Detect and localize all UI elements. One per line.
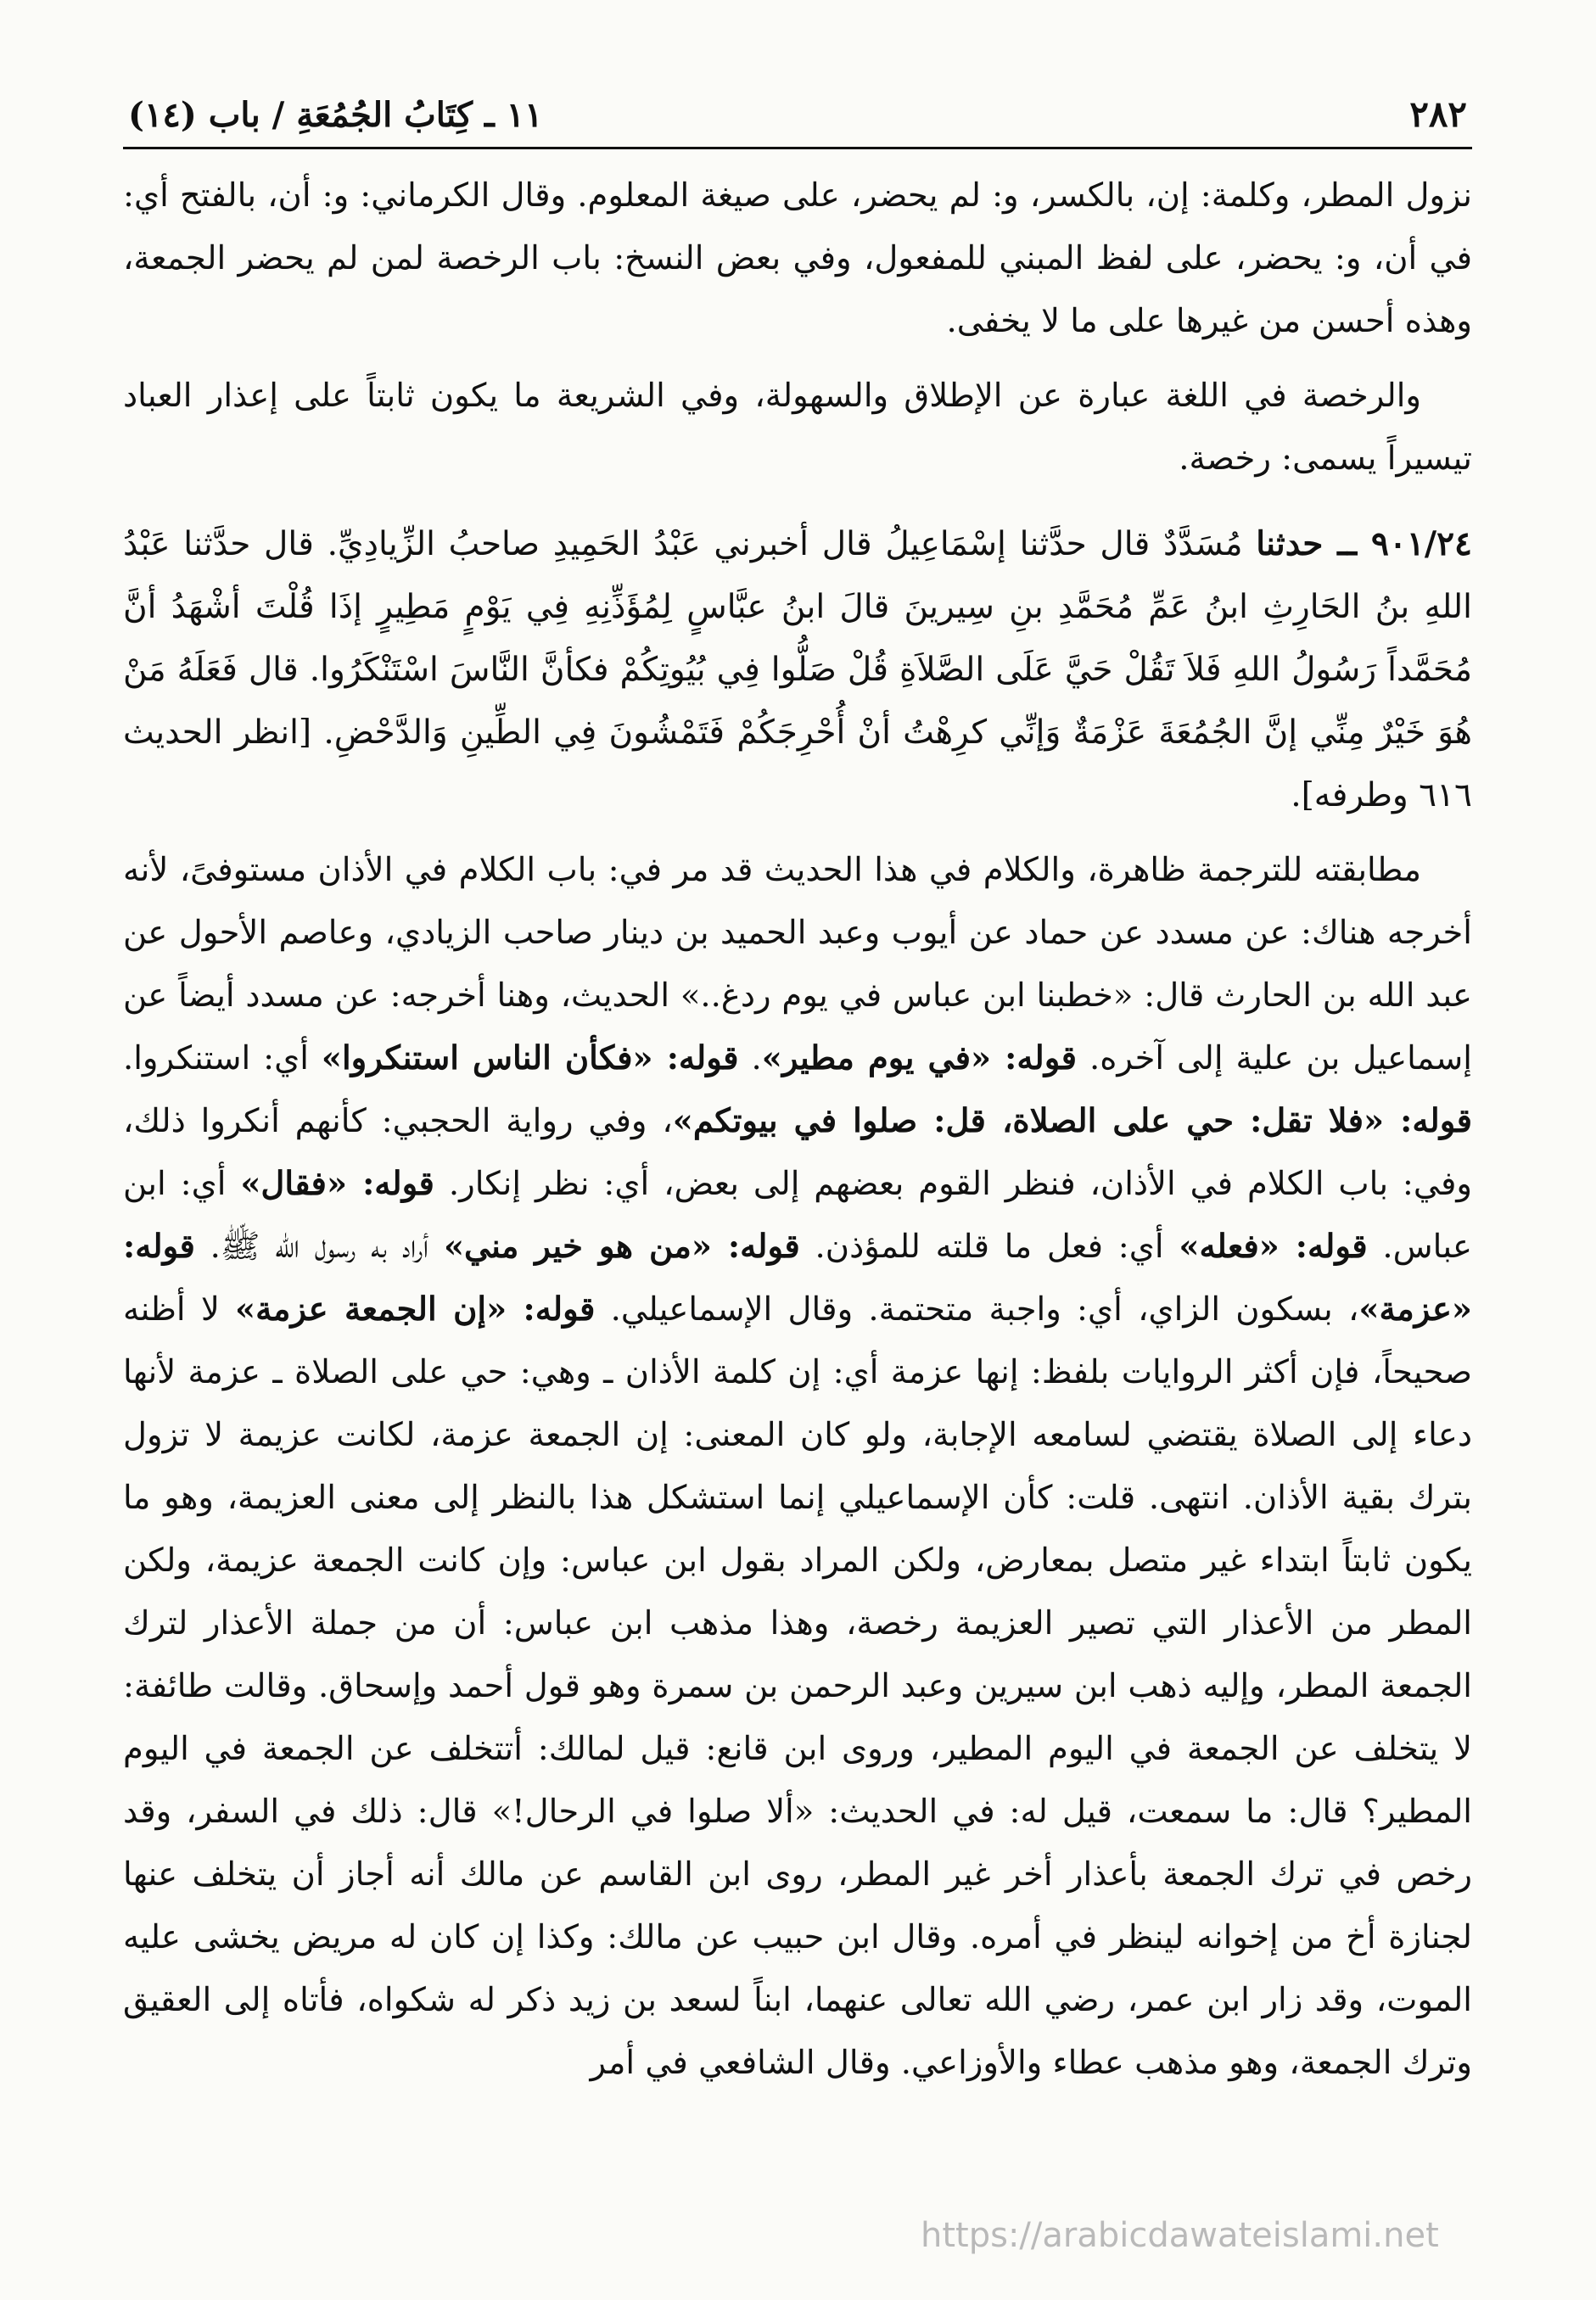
- commentary-text: أي: فعل ما قلته للمؤذن.: [799, 1228, 1179, 1266]
- commentary-text: أي: استنكروا.: [123, 1039, 322, 1077]
- running-title: ١١ ـ كِتَابُ الجُمُعَةِ / باب (١٤): [128, 95, 543, 135]
- commentary-text: مطابقته للترجمة ظاهرة، والكلام في هذا الحديث قد مر في: باب الكلام في الأذان مستوفىً، لأنه أخرجه هناك: عن مسدد عن حماد عن أيوب وعبد الحميد بن دينار صاحب الزيادي، وعاصم الأحول عن عبد الله بن الحارث قال: «خطبنا ابن عباس في يوم ردغ..» الحديث، وهنا أخرجه: عن مسدد أيضاً عن إسماعيل بن علية إلى آخره.: [123, 851, 1473, 1077]
- commentary-text: ، بسكون الزاي، أي: واجبة متحتمة. وقال الإسماعيلي.: [595, 1290, 1359, 1329]
- commentary-text: أراد به رسول الله ﷺ.: [194, 1228, 444, 1266]
- quoted-phrase: قوله: «فكأن الناس استنكروا»: [321, 1039, 739, 1077]
- page-header: [123, 93, 1472, 149]
- commentary-paragraph-2: والرخصة في اللغة عبارة عن الإطلاق والسهولة، وفي الشريعة ما يكون ثابتاً على إعذار العباد تيسيراً يسمى: رخصة.: [123, 377, 1472, 478]
- page-body: [123, 165, 1472, 2095]
- watermark-url: https://arabicdawateislami.net: [921, 2216, 1439, 2255]
- page-number: ٢٨٢: [1409, 93, 1467, 135]
- commentary-text: لا أظنه صحيحاً، فإن أكثر الروايات بلفظ: إنها عزمة أي: إن كلمة الأذان ـ وهي: حي على الصلاة ـ عزمة لأنها دعاء إلى الصلاة يقتضي لسامعه الإجابة، ولو كان المعنى: إن الجمعة عزمة، لكانت عزيمة لا تزول بترك بقية الأذان. انتهى. قلت: كأن الإسماعيلي إنما استشكل هذا بالنظر إلى معنى العزيمة، وهو ما يكون ثابتاً ابتداء غير متصل بمعارض، ولكن المراد بقول ابن عباس: وإن كانت الجمعة عزيمة، ولكن المطر من الأعذار التي تصير العزيمة رخصة، وهذا مذهب ابن عباس: أن من جملة الأعذار لترك الجمعة المطر، وإليه ذهب ابن سيرين وعبد الرحمن بن سمرة وهو قول أحمد وإسحاق. وقالت طائفة: لا يتخلف عن الجمعة في اليوم المطير، وروى ابن قانع: قيل لمالك: أتتخلف عن الجمعة في اليوم المطير؟ قال: ما سمعت، قيل له: في الحديث: «ألا صلوا في الرحال!» قال: ذلك في السفر، وقد رخص في ترك الجمعة بأعذار أخر غير المطر، روى ابن القاسم عن مالك أنه أجاز أن يتخلف عنها لجنازة أخ من إخوانه لينظر في أمره. وقال ابن حبيب عن مالك: وكذا إن كان له مريض يخشى عليه الموت، وقد زار ابن عمر، رضي الله تعالى عنهما، ابناً لسعد بن زيد ذكر له شكواه، فأتاه إلى العقيق وترك الجمعة، وهو مذهب عطاء والأوزاعي. وقال الشافعي في أمر: [123, 1290, 1472, 2082]
- commentary-text: .: [738, 1039, 762, 1077]
- hadith-number: ٩٠١/٢٤ ــ حدثنا: [1256, 524, 1472, 563]
- quoted-phrase: قوله: «فقال»: [240, 1165, 434, 1203]
- quoted-phrase: قوله: «في يوم مطير»: [761, 1039, 1078, 1077]
- hadith-text: مُسَدَّدٌ قال حدَّثنا إسْمَاعِيلُ قال أخبرني عَبْدُ الحَمِيدِ صاحبُ الزِّيادِيِّ. قال حدَّثنا عَبْدُ اللهِ بنُ الحَارِثِ ابنُ عَمِّ مُحَمَّدِ بنِ سِيرينَ قالَ ابنُ عبَّاسٍ لِمُؤَذِّنِهِ فِي يَوْمٍ مَطِيرٍ إذَا قُلْتَ أشْهَدُ أنَّ مُحَمَّداً رَسُولُ اللهِ فَلاَ تَقُلْ حَيَّ عَلَى الصَّلاَةِ قُلْ صَلُّوا فِي بُيُوتِكُمْ فكأنَّ النَّاسَ اسْتَنْكَرُوا. قال فَعَلَهُ مَنْ هُوَ خَيْرٌ مِنِّي إنَّ الجُمُعَةَ عَزْمَةٌ وَإنِّي كرِهْتُ أنْ أُحْرِجَكُمْ فَتَمْشُونَ فِي الطِّينِ وَالدَّحْضِ. [انظر الحديث ٦١٦ وطرفه].: [123, 525, 1472, 814]
- commentary-paragraph-1: نزول المطر، وكلمة: إن، بالكسر، و: لم يحضر، على صيغة المعلوم. وقال الكرماني: و: أن، بالفتح أي: في أن، و: يحضر، على لفظ المبني للمفعول، وفي بعض النسخ: باب الرخصة لمن لم يحضر الجمعة، وهذه أحسن من غيرها على ما لا يخفى.: [123, 176, 1472, 340]
- quoted-phrase: قوله: «فلا تقل: حي على الصلاة، قل: صلوا في بيوتكم»: [672, 1102, 1472, 1140]
- hadith-block: [123, 512, 1472, 827]
- commentary-paragraph-3: [123, 839, 1472, 2095]
- quoted-phrase: قوله: «من هو خير مني»: [443, 1228, 800, 1266]
- quoted-phrase: قوله: «إن الجمعة عزمة»: [235, 1290, 596, 1329]
- commentary-text: ، وفي رواية الحجبي: كأنهم أنكروا ذلك، وفي: باب الكلام في الأذان، فنظر القوم بعضهم إلى بعض، أي: نظر إنكار.: [123, 1102, 1472, 1203]
- book-page: [123, 93, 1472, 2107]
- quoted-phrase: قوله: «عزمة»: [123, 1228, 1472, 1329]
- quoted-phrase: قوله: «فعله»: [1179, 1228, 1368, 1266]
- commentary-text: أي: ابن عباس.: [123, 1165, 1472, 1266]
